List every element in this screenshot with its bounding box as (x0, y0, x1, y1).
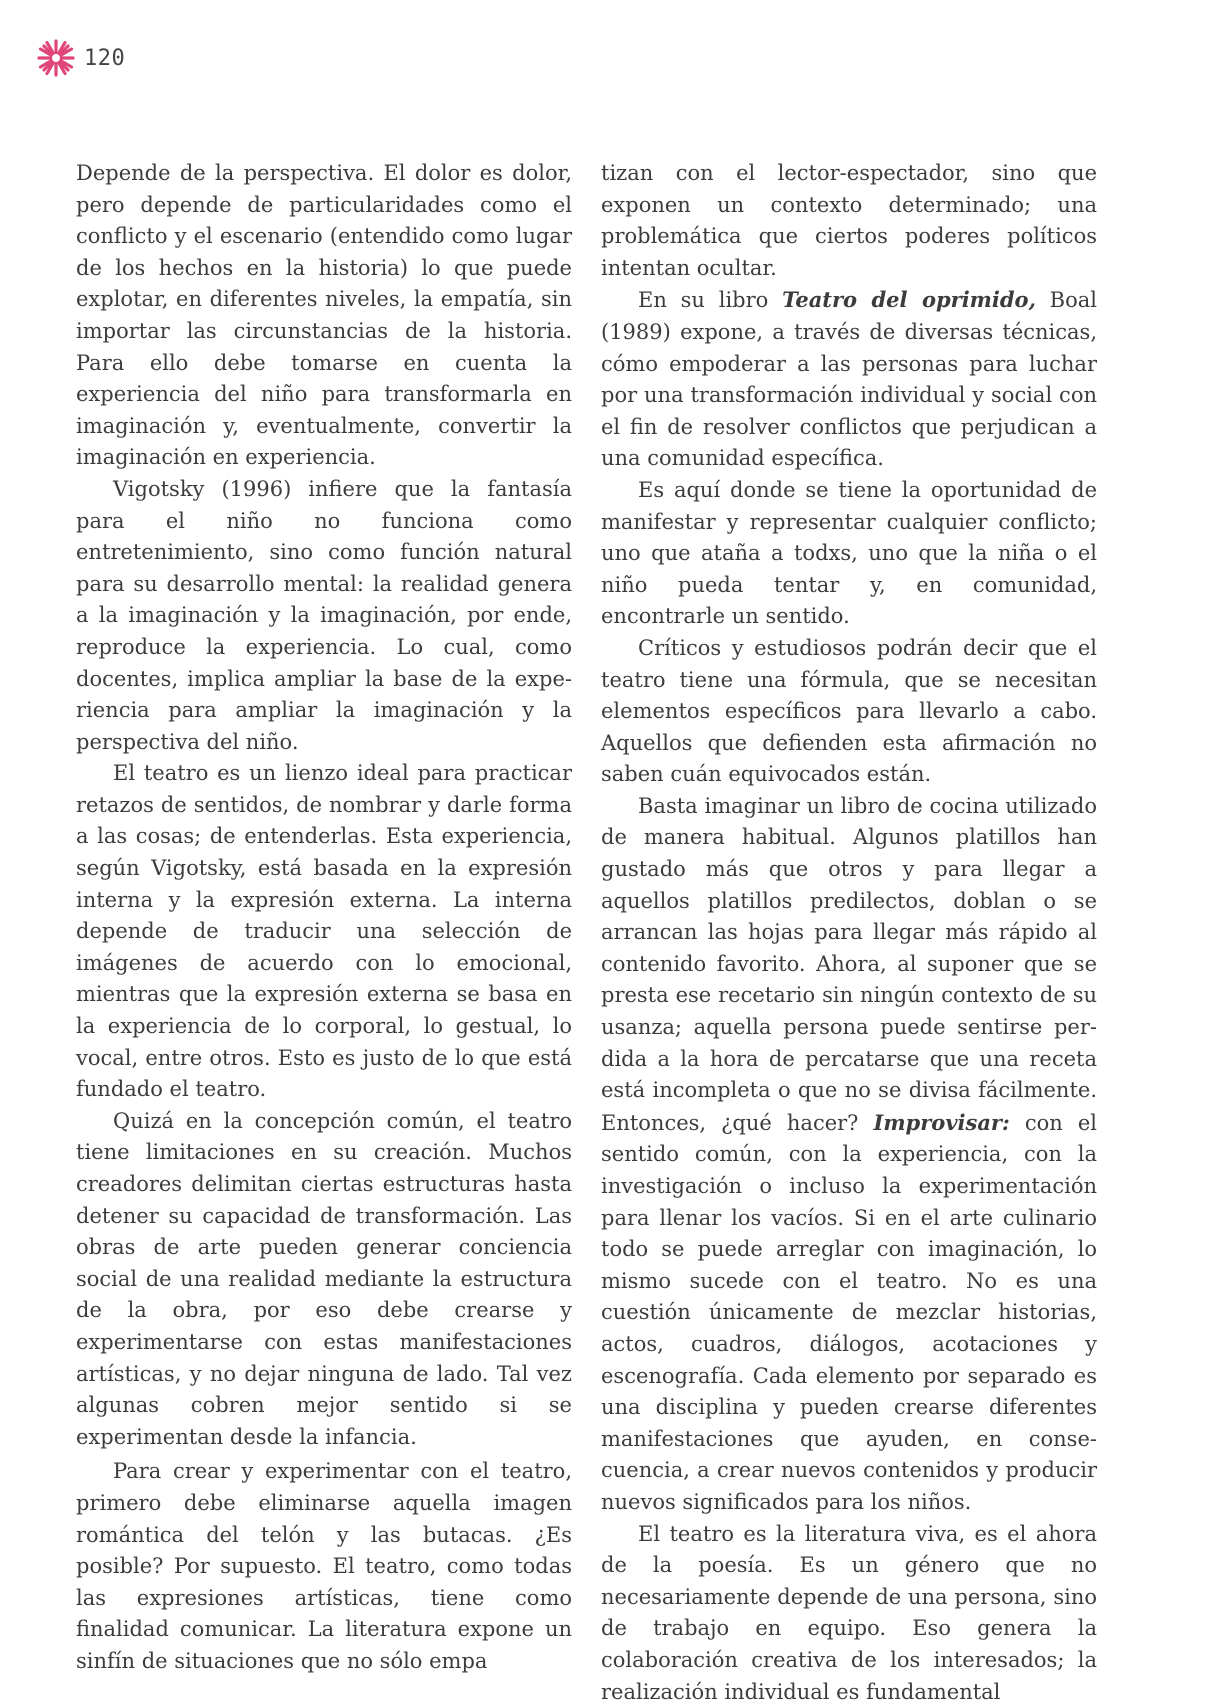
asterisk-logo-icon (36, 38, 76, 78)
emphasis-word: Improvisar: (873, 1109, 1010, 1135)
paragraph (601, 284, 1097, 475)
right-column (601, 158, 1097, 1708)
paragraph: tizan con el lector-espectador, sino que exponen un contexto determinado; una problemática que ciertos poderes políticos intentan ocultar. (601, 161, 1097, 280)
text-run: Boal (1989) expone, a través de diversas técnicas, cómo empoderar a las personas para luchar por una transformación individual y social con el fin de resolver conflictos que perjudican a una comunidad específica. (601, 288, 1097, 471)
text-run: con el sentido común, con la experiencia, con la investigación o incluso la experimentación para llenar los vacíos. Si en el arte culinario todo se puede arreglar con imaginación, lo mismo sucede con el teatro. No es una cuestión únicamente de mezclar historias, actos, cuadros, diálogos, acotaciones y escenografía. Cada elemento por separado es una disciplina y pueden crearse diferentes manifestaciones que ayuden, en consecuencia, a crear nuevos contenidos y producir nuevos significados para los niños. (601, 1110, 1097, 1514)
text-run: En su libro (638, 288, 783, 313)
paragraph: Vigotsky (1996) infiere que la fantasía para el niño no funciona como entretenimiento, sino como función natural para su desarrollo mental: la realidad genera a la imaginación y la imaginación, por ende, reproduce la experiencia. Lo cual, como docentes, implica ampliar la base de la experiencia para ampliar la imaginación y la perspectiva del niño. (76, 476, 572, 754)
page-number: 120 (84, 45, 126, 71)
paragraph: Críticos y estudiosos podrán decir que el teatro tiene una fórmula, que se necesitan elementos específicos para llevarlo a cabo. Aquellos que defienden esta afirmación no saben cuán equivocados están. (601, 635, 1097, 787)
paragraph: El teatro es la literatura viva, es el ahora de la poesía. Es un género que no necesariamente depende de una persona, sino de trabajo en equipo. Eso genera la colaboración creativa de los interesados; la realización individual es fundamental (601, 1521, 1097, 1704)
paragraph: Depende de la perspectiva. El dolor es dolor, pero depende de particularidades como el conflicto y el escenario (entendido como lugar de los hechos en la historia) lo que puede explotar, en diferentes niveles, la empatía, sin importar las circunstancias de la historia. Para ello debe tomarse en cuenta la experiencia del niño para transformarla en imaginación y, eventualmente, convertir la imaginación en experiencia. (76, 161, 572, 470)
book-title: Teatro del oprimido, (782, 287, 1036, 313)
paragraph: Quizá en la concepción común, el teatro tiene limitaciones en su creación. Muchos creadores delimitan ciertas estructuras hasta detener su capacidad de transformación. Las obras de arte pueden generar conciencia social de una realidad mediante la estructura de la obra, por eso debe crearse y experimentarse con estas manifestaciones artísticas, y no dejar ninguna de lado. Tal vez algunas cobren mejor sentido si se experimentan desde la infancia. (76, 1108, 572, 1449)
paragraph (601, 791, 1097, 1519)
text-run: Basta imaginar un libro de cocina utilizado de manera habitual. Algunos platillos han gustado más que otros y para llegar a aquellos platillos predilectos, doblan o se arrancan las hojas para llegar más rápido al contenido favorito. Ahora, al suponer que se presta ese recetario sin ningún contexto de su usanza; aquella persona puede sentirse perdida a la hora de percatarse que una receta está incompleta o que no se divisa fácilmente. Entonces, ¿qué hacer? (601, 793, 1097, 1135)
paragraph: Para crear y experimentar con el teatro, primero debe eliminarse aquella imagen romántica del telón y las butacas. ¿Es posible? Por supuesto. El teatro, como todas las expresiones artísticas, tiene como finalidad comunicar. La literatura expone un sinfín de situaciones que no sólo empa (76, 1459, 572, 1673)
paragraph: El teatro es un lienzo ideal para practicar retazos de sentidos, de nombrar y darle forma a las cosas; de entenderlas. Esta experiencia, según Vigotsky, está basada en la expresión interna y la expresión externa. La interna depende de traducir una selección de imágenes de acuerdo con lo emocional, mientras que la expresión externa se basa en la experiencia de lo corporal, lo gestual, lo vocal, entre otros. Esto es justo de lo que está fundado el teatro. (76, 761, 572, 1102)
left-column (76, 158, 572, 1678)
paragraph: Es aquí donde se tiene la oportunidad de manifestar y representar cualquier conflicto; uno que ataña a todxs, uno que la niña o el niño pueda tentar y, en comunidad, encontrarle un sentido. (601, 477, 1097, 629)
page-header (36, 38, 125, 78)
